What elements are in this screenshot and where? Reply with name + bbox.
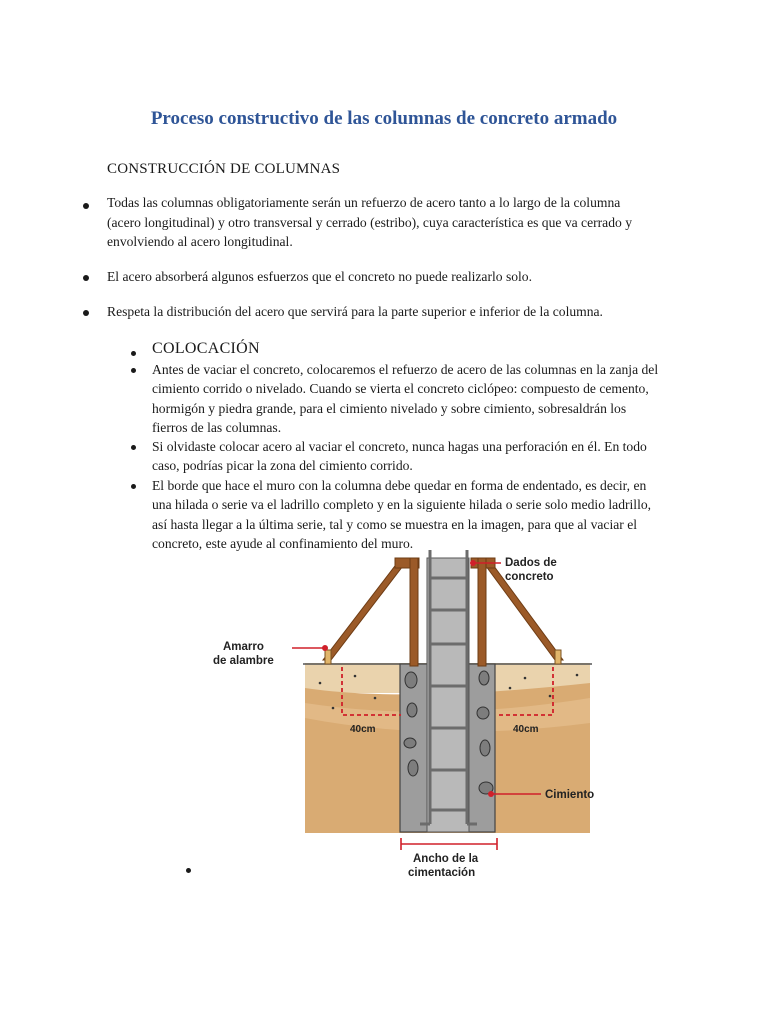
empty-bullet-dot — [186, 868, 191, 873]
label-depth-left: 40cm — [350, 724, 376, 735]
column-core — [427, 558, 469, 832]
label-cimiento: Cimiento — [545, 789, 595, 801]
sub-item-2: Si olvidaste colocar acero al vaciar el concreto, nunca hagas una perforación en él. En todo caso, podrías picar la zona del cimiento corrido. — [152, 439, 647, 474]
sub-heading-colocacion: COLOCACIÓN — [152, 340, 260, 357]
label-depth-right: 40cm — [513, 724, 539, 735]
section-heading: CONSTRUCCIÓN DE COLUMNAS — [107, 161, 341, 177]
label-dados-line2: concreto — [505, 571, 554, 583]
paragraph-2: El acero absorberá algunos esfuerzos que el concreto no puede realizarlo solo. — [107, 269, 532, 284]
label-dados-line1: Dados de — [505, 557, 557, 569]
sub-bullet-dot — [131, 368, 136, 373]
sub-item-1: Antes de vaciar el concreto, colocaremos el refuerzo de acero de las columnas en la zanja del cimiento corrido o nivelado. Cuando se vierta el concreto ciclópeo: compuesto de cemento, hormigón y piedra grande, para el cimiento nivelado y sobre cimiento, sobresaldrán los fierros de las columnas. — [152, 362, 659, 435]
bullet-dot — [83, 310, 89, 316]
column-foundation-diagram — [205, 548, 625, 888]
label-amarre-line1: Amarro — [223, 641, 264, 653]
bullet-dot — [83, 203, 89, 209]
paragraph-1: Todas las columnas obligatoriamente serán un refuerzo de acero tanto a lo largo de la columna (acero longitudinal) y otro transversal y cerrado (estribo), cuya característica es que va cerrado y envolviendo al acero longitudinal. — [107, 195, 632, 249]
label-ancho-line1: Ancho de la — [413, 853, 479, 865]
paragraph-3: Respeta la distribución del acero que servirá para la parte superior e inferior de la columna. — [107, 304, 603, 319]
sub-bullet-dot — [131, 445, 136, 450]
label-ancho-line2: cimentación — [408, 867, 476, 879]
sub-item-3: El borde que hace el muro con la columna debe quedar en forma de endentado, es decir, en una hilada o serie va el ladrillo completo y en la siguiente hilada o serie solo medio ladrillo, así hasta llegar a la última serie, tal y como se muestra en la imagen, para que al vaciar el concreto, este ayude al confinamiento del muro. — [152, 478, 652, 551]
bullet-dot — [83, 275, 89, 281]
label-amarre-line2: de alambre — [213, 655, 274, 667]
document-title: Proceso constructivo de las columnas de concreto armado — [150, 108, 618, 129]
sub-bullet-dot — [131, 351, 136, 356]
sub-bullet-dot — [131, 484, 136, 489]
